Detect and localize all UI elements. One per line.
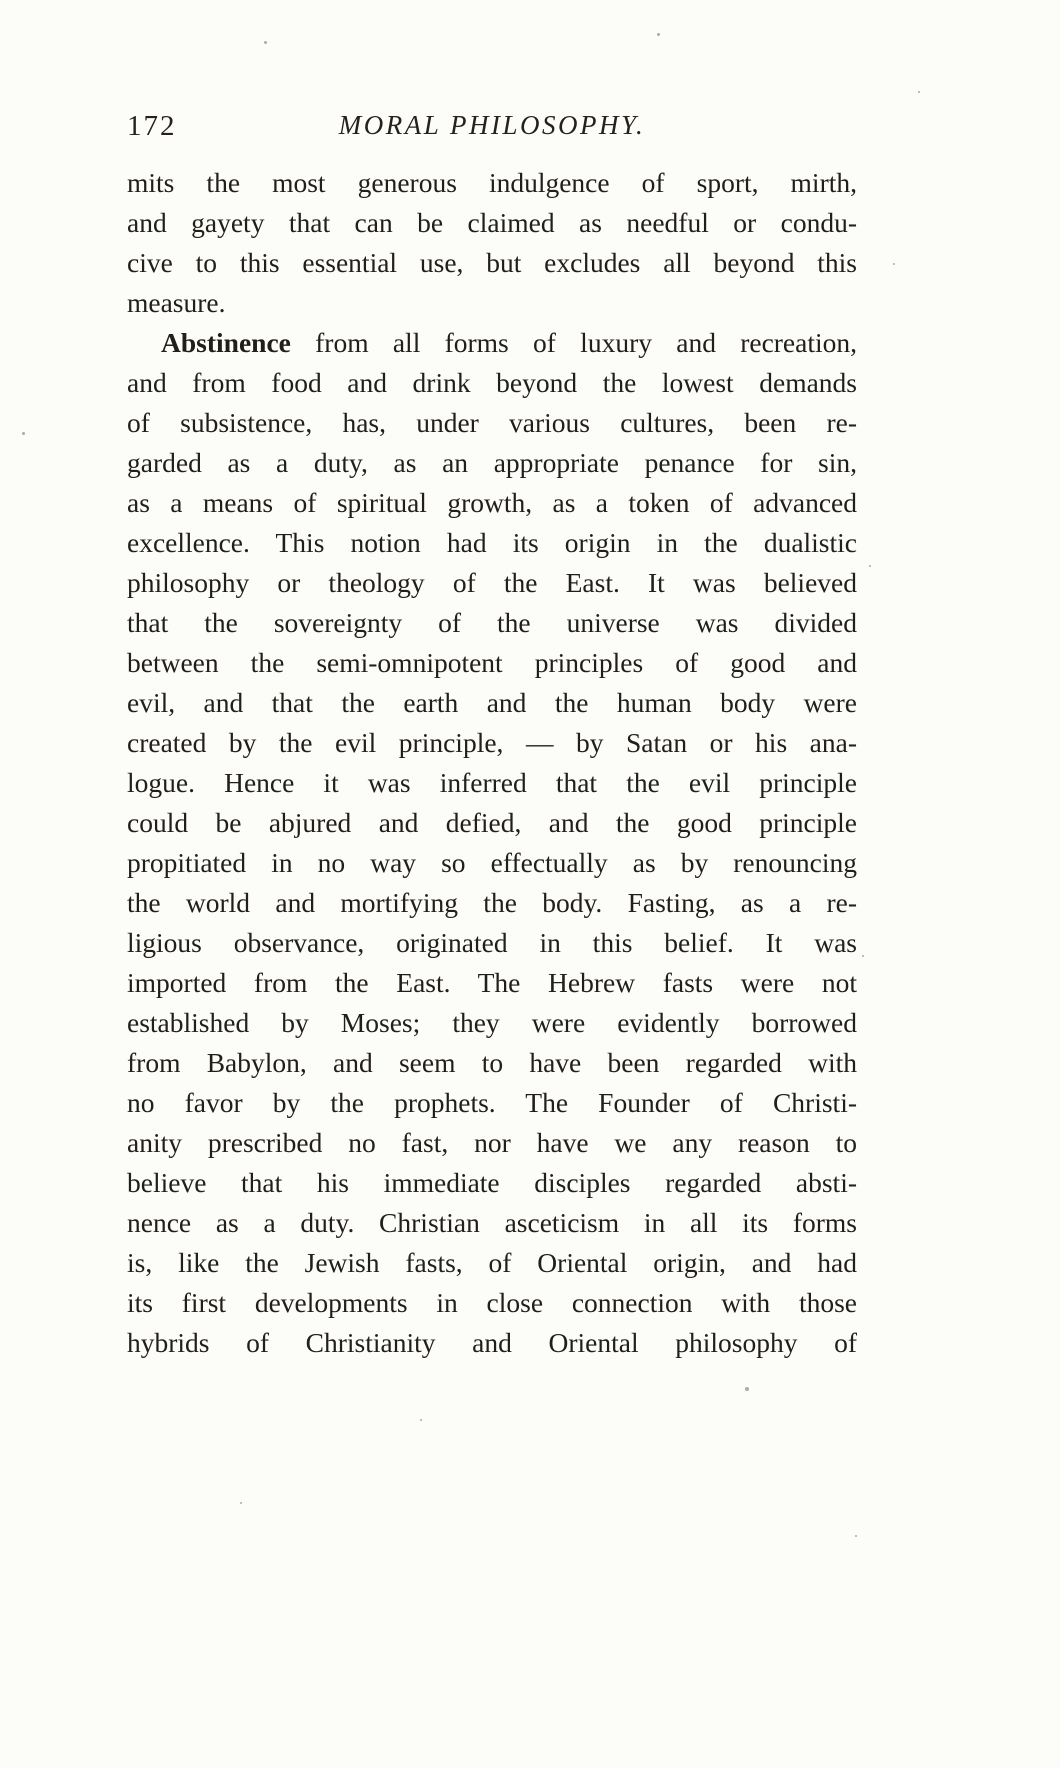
text-line: established by Moses; they were evidently borrowed <box>127 1007 857 1038</box>
scan-speck <box>420 1419 422 1421</box>
text-line: mits the most generous indulgence of sport, mirth, <box>127 167 857 198</box>
scan-speck <box>855 1535 857 1537</box>
text-line: logue. Hence it was inferred that the evil principle <box>127 767 857 798</box>
scan-speck <box>22 432 25 435</box>
text-line: cive to this essential use, but excludes all beyond this <box>127 247 857 278</box>
text-line: imported from the East. The Hebrew fasts were not <box>127 967 857 998</box>
text-line: between the semi-omnipotent principles of good and <box>127 647 857 678</box>
paragraph-lead-word: Abstinence <box>161 327 291 358</box>
paragraph <box>127 163 857 323</box>
text-line: its first developments in close connection with those <box>127 1287 857 1318</box>
scan-speck <box>918 91 920 93</box>
text-line: believe that his immediate disciples regarded absti- <box>127 1167 857 1198</box>
scan-speck <box>862 955 864 957</box>
text-line: from Babylon, and seem to have been regarded with <box>127 1047 857 1078</box>
scan-speck <box>264 41 267 44</box>
body-text <box>127 163 857 1363</box>
text-line: propitiated in no way so effectually as by renouncing <box>127 847 857 878</box>
text-line: excellence. This notion had its origin in the dualistic <box>127 527 857 558</box>
text-line: garded as a duty, as an appropriate penance for sin, <box>127 447 857 478</box>
paragraph <box>127 323 857 1363</box>
scan-speck <box>745 1387 749 1391</box>
text-line: of subsistence, has, under various cultures, been re- <box>127 407 857 438</box>
scan-speck <box>869 565 871 567</box>
text-line: and from food and drink beyond the lowest demands <box>127 367 857 398</box>
text-line: anity prescribed no fast, nor have we any reason to <box>127 1127 857 1158</box>
running-title: MORAL PHILOSOPHY. <box>338 110 646 140</box>
scan-speck <box>240 1502 242 1504</box>
scan-speck <box>657 33 660 36</box>
text-line: ligious observance, originated in this belief. It was <box>127 927 857 958</box>
page-number: 172 <box>127 110 177 142</box>
text-line: created by the evil principle, — by Satan or his ana- <box>127 727 857 758</box>
text-line: the world and mortifying the body. Fasting, as a re- <box>127 887 857 918</box>
text-line: evil, and that the earth and the human body were <box>127 687 857 718</box>
page-header <box>127 110 857 152</box>
text-line: hybrids of Christianity and Oriental philosophy of <box>127 1327 857 1358</box>
text-line: measure. <box>127 287 226 318</box>
text-line: and gayety that can be claimed as needful or condu- <box>127 207 857 238</box>
text-line: nence as a duty. Christian asceticism in all its forms <box>127 1207 857 1238</box>
text-line: no favor by the prophets. The Founder of Christi- <box>127 1087 857 1118</box>
text-line: that the sovereignty of the universe was divided <box>127 607 857 638</box>
text-line: could be abjured and defied, and the good principle <box>127 807 857 838</box>
text-line: as a means of spiritual growth, as a token of advanced <box>127 487 857 518</box>
text-line: is, like the Jewish fasts, of Oriental origin, and had <box>127 1247 857 1278</box>
text-line: Abstinence from all forms of luxury and recreation, <box>161 327 857 358</box>
text-line: philosophy or theology of the East. It was believed <box>127 567 857 598</box>
scan-speck <box>893 263 895 265</box>
